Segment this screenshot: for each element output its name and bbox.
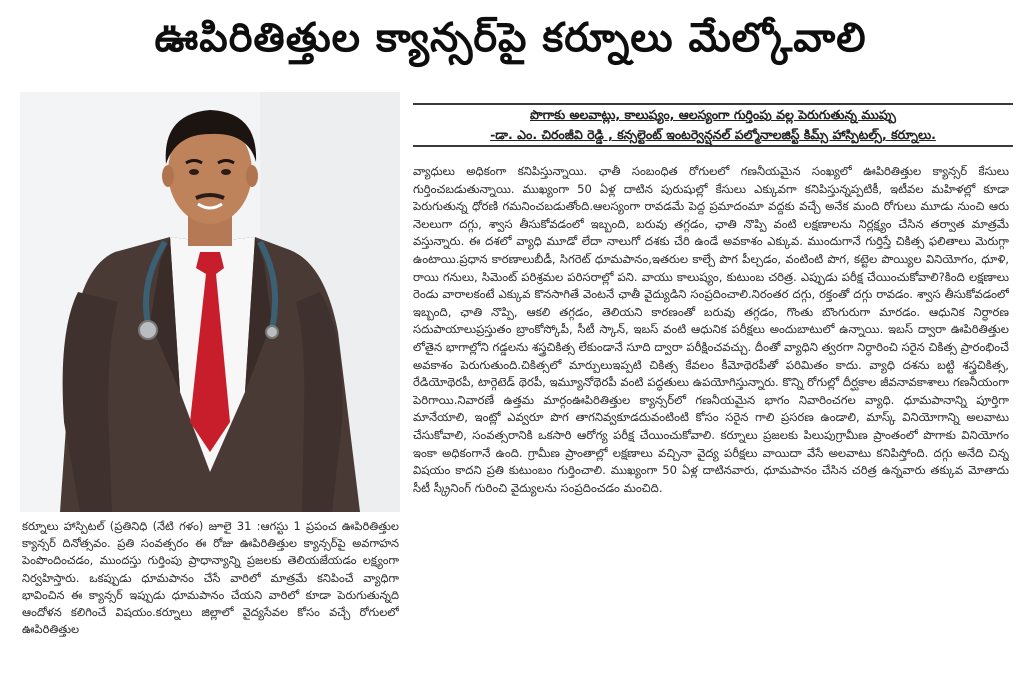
doctor-photo [20, 92, 400, 512]
subheading-byline: -డా. ఎం. చిరంజీవి రెడ్డి , కన్సల్టెంట్ ఇంటర్వెన్షనల్ పల్మోనాలజిస్ట్ కిమ్స్ హాస్పిటల్స్, కర్నూలు. [490, 127, 936, 142]
subheading-tagline: పొగాకు అలవాట్లు, కాలుష్యం, ఆలస్యంగా గుర్తింపు వల్ల పెరుగుతున్న ముప్పు [529, 107, 897, 122]
article-body-right [413, 163, 1009, 677]
body-paragraph: కర్నూలు హాస్పిటల్ (ప్రతినిధి (నేటి గళం) జూలై 31 :ఆగస్టు 1 ప్రపంచ ఊపిరితిత్తుల క్యాన్సర్ దినోత్సవం. ప్రతి సంవత్సరం ఈ రోజు ఊపిరితిత్తుల క్యాన్సర్‌పై అవగాహన పెంపొందించడం, ముందస్తు గుర్తింపు ప్రాధాన్యాన్ని ప్రజలకు తెలియజేయడం లక్ష్యంగా నిర్వహిస్తారు. ఒకప్పుడు ధూమపానం చేసే వారిలో మాత్రమే కనిపించే వ్యాధిగా భావించిన ఈ క్యాన్సర్ ఇప్పుడు ధూమపానం చేయని వారిలో కూడా పెరుగుతున్నది ఆందోళన కలిగించే విషయం.కర్నూలు జిల్లాలో వైద్యసేవల కోసం వచ్చే రోగులలో ఊపిరితిత్తుల [22, 519, 399, 637]
article-body-left [22, 518, 399, 678]
body-paragraph: వ్యాధులు అధికంగా కనిపిస్తున్నాయి. ఛాతీ సంబంధిత రోగులలో గణనీయమైన సంఖ్యలో ఊపిరితిత్తుల క్యాన్సర్ కేసులు గుర్తించబడుతున్నాయి. ముఖ్యంగా 50 ఏళ్ల దాటిన పురుషుల్లో కేసులు ఎక్కువగా కనిపిస్తున్నప్పటికీ, ఇటీవల మహిళల్లో కూడా పెరుగుతున్న ధోరణి గమనించబడుతోంది.ఆలస్యంగా రావడమే పెద్ద ప్రమాదంమా వద్దకు వచ్చే అనేక మంది రోగులు మూడు నుంచి ఆరు నెలలుగా దగ్గు, శ్వాస తీసుకోవడంలో ఇబ్బంది, బరువు తగ్గడం, ఛాతి నొప్పి వంటి లక్షణాలను నిర్లక్ష్యం చేసిన తర్వాత మాత్రమే వస్తున్నారు. ఈ దశలో వ్యాధి మూడో లేదా నాలుగో దశకు చేరి ఉండే అవకాశం ఎక్కువ. ముందుగానే గుర్తిస్తే చికిత్స ఫలితాలు మెరుగ్గా ఉంటాయి.ప్రధాన కారణాలుబీడీ, సిగరెట్ ధూమపానం,ఇతరుల కాల్చే పొగ పీల్చడం, వంటింటి పొగ, కట్టెల పొయ్యిల వినియోగం, ధూళి, రాయి గనులు, సిమెంట్ పరిశ్రమల పరిసరాల్లో పని. వాయు కాలుష్యం, కుటుంబ చరిత్ర. ఎప్పుడు పరీక్ష చేయించుకోవాలి?కింది లక్షణాలు రెండు వారాలకంటే ఎక్కువ కొనసాగితే వెంటనే ఛాతీ వైద్యుడిని సంప్రదించాలి.నిరంతర దగ్గు, రక్తంతో దగ్గు రావడం. శ్వాస తీసుకోవడంలో ఇబ్బంది, ఛాతి నొప్పి, ఆకలి తగ్గడం, తెలియని కారణంతో బరువు తగ్గడం, గొంతు బొంగురుగా మారడం. ఆధునిక నిర్ధారణ సదుపాయాలుప్రస్తుతం బ్రాంకోస్కోపీ, సీటీ స్కాన్, ఇబస్ వంటి ఆధునిక పరీక్షలు అందుబాటులో ఉన్నాయి. ఇబస్ ద్వారా ఊపిరితిత్తుల లోతైన భాగాల్లోని గడ్డలను శస్త్రచికిత్స లేకుండానే సూది ద్వారా పరీక్షించవచ్చు. దీంతో వ్యాధిని త్వరగా నిర్ధారించి సరైన చికిత్స ప్రారంభించే అవకాశం పెరుగుతుంది.చికిత్సలో మార్పులుఇప్పటి చికిత్స కేవలం కీమోథెరపీతో పరిమితం కాదు. వ్యాధి దశను బట్టి శస్త్రచికిత్స, రేడియోథెరపీ, టార్గెటెడ్ థెరపీ, ఇమ్యూనోథెరపీ వంటి పద్ధతులు ఉపయోగిస్తున్నారు. కొన్ని రోగుల్లో దీర్ఘకాల జీవనావకాశాలు గణనీయంగా పెరిగాయి.నివారణే ఉత్తమ మార్గంఊపిరితిత్తుల క్యాన్సర్‌లో గణనీయమైన భాగం నివారించగల వ్యాధి. ధూమపానాన్ని పూర్తిగా మానేయాలి, ఇంట్లో ఎవ్వరూ పొగ తాగనివ్వకూడదువంటింటి కోసం సరైన గాలి ప్రసరణ ఉండాలి, మాస్క్ వినియోగాన్ని అలవాటు చేసుకోవాలి, సంవత్సరానికి ఒకసారి ఆరోగ్య పరీక్ష చేయించుకోవాలి. కర్నూలు ప్రజలకు పిలుపుగ్రామీణ ప్రాంతంలో పొగాకు వినియోగం ఇంకా అధికంగానే ఉంది. గ్రామీణ ప్రాంతాల్లో లక్షణాలు వచ్చినా వైద్య పరీక్షలు వాయిదా వేసే అలవాటు కనిపిస్తోంది. దగ్గు అనేది చిన్న విషయం కాదని ప్రతి కుటుంబం గుర్తించాలి. ముఖ్యంగా 50 ఏళ్ల దాటినవారు, ధూమపానం చేసిన చరిత్ర ఉన్నవారు తక్కువ మోతాదు సీటీ స్క్రీనింగ్ గురించి వైద్యులను సంప్రదించడం మంచిది. [413, 164, 1009, 495]
headline: ఊపిరితిత్తుల క్యాన్సర్‌పై కర్నూలు మేల్కోవాలి [154, 15, 867, 61]
subheading-box [413, 103, 1013, 161]
bottom-rule [413, 145, 1013, 147]
